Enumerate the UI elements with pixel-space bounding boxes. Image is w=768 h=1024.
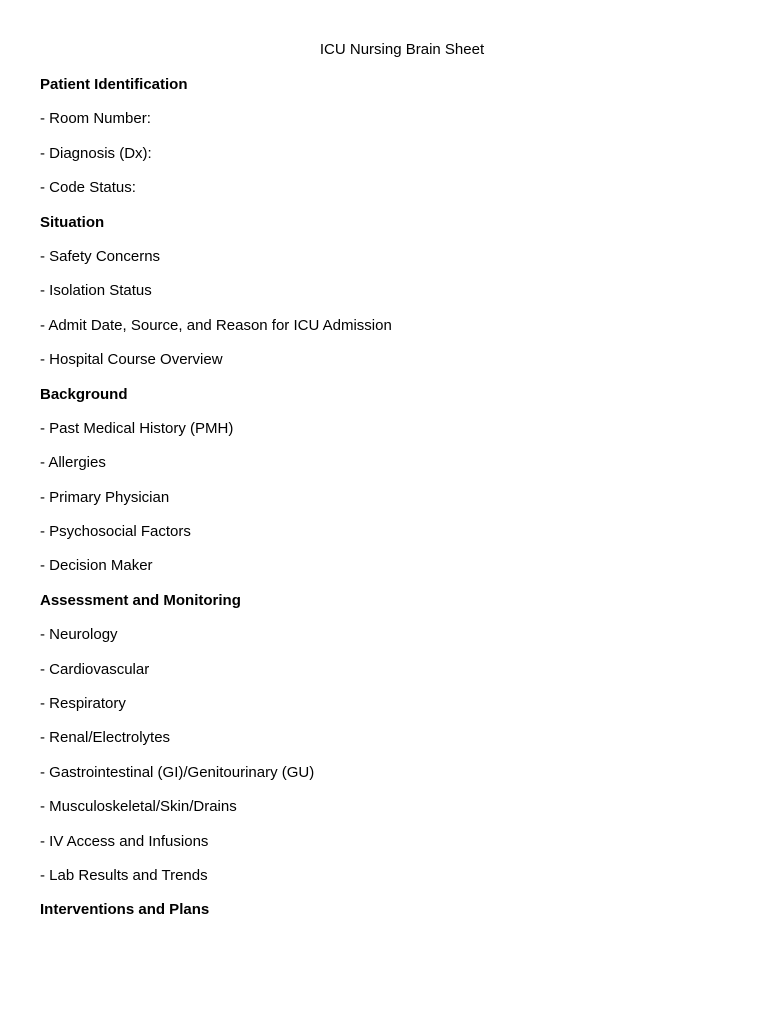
section-heading-interventions-and-plans: Interventions and Plans bbox=[40, 901, 210, 919]
list-item: - Respiratory bbox=[40, 695, 126, 713]
list-item: - Room Number: bbox=[40, 110, 151, 128]
list-item: - IV Access and Infusions bbox=[40, 832, 209, 850]
list-item: - Musculoskeletal/Skin/Drains bbox=[40, 798, 237, 816]
list-item: - Lab Results and Trends bbox=[40, 866, 208, 884]
section-heading-background: Background bbox=[40, 385, 128, 403]
list-item: - Gastrointestinal (GI)/Genitourinary (GU) bbox=[40, 763, 315, 781]
list-item: - Diagnosis (Dx): bbox=[40, 144, 152, 162]
list-item: - Admit Date, Source, and Reason for ICU Admission bbox=[40, 316, 392, 334]
list-item: - Past Medical History (PMH) bbox=[40, 419, 234, 437]
list-item: - Cardiovascular bbox=[40, 660, 150, 678]
document-title: ICU Nursing Brain Sheet bbox=[319, 41, 485, 58]
list-item: - Neurology bbox=[40, 626, 118, 644]
list-item: - Allergies bbox=[40, 454, 106, 472]
list-item: - Isolation Status bbox=[40, 282, 152, 300]
section-heading-patient-identification: Patient Identification bbox=[40, 76, 188, 93]
list-item: - Primary Physician bbox=[40, 488, 170, 506]
list-item: - Decision Maker bbox=[40, 557, 153, 575]
list-item: - Hospital Course Overview bbox=[40, 351, 223, 369]
list-item: - Code Status: bbox=[40, 179, 136, 197]
document-body bbox=[40, 75, 740, 935]
list-item: - Safety Concerns bbox=[40, 247, 161, 265]
section-heading-assessment-and-monitoring: Assessment and Monitoring bbox=[40, 591, 241, 609]
section-heading-situation: Situation bbox=[40, 213, 105, 231]
list-item: - Renal/Electrolytes bbox=[40, 729, 171, 747]
list-item: - Psychosocial Factors bbox=[40, 523, 191, 541]
